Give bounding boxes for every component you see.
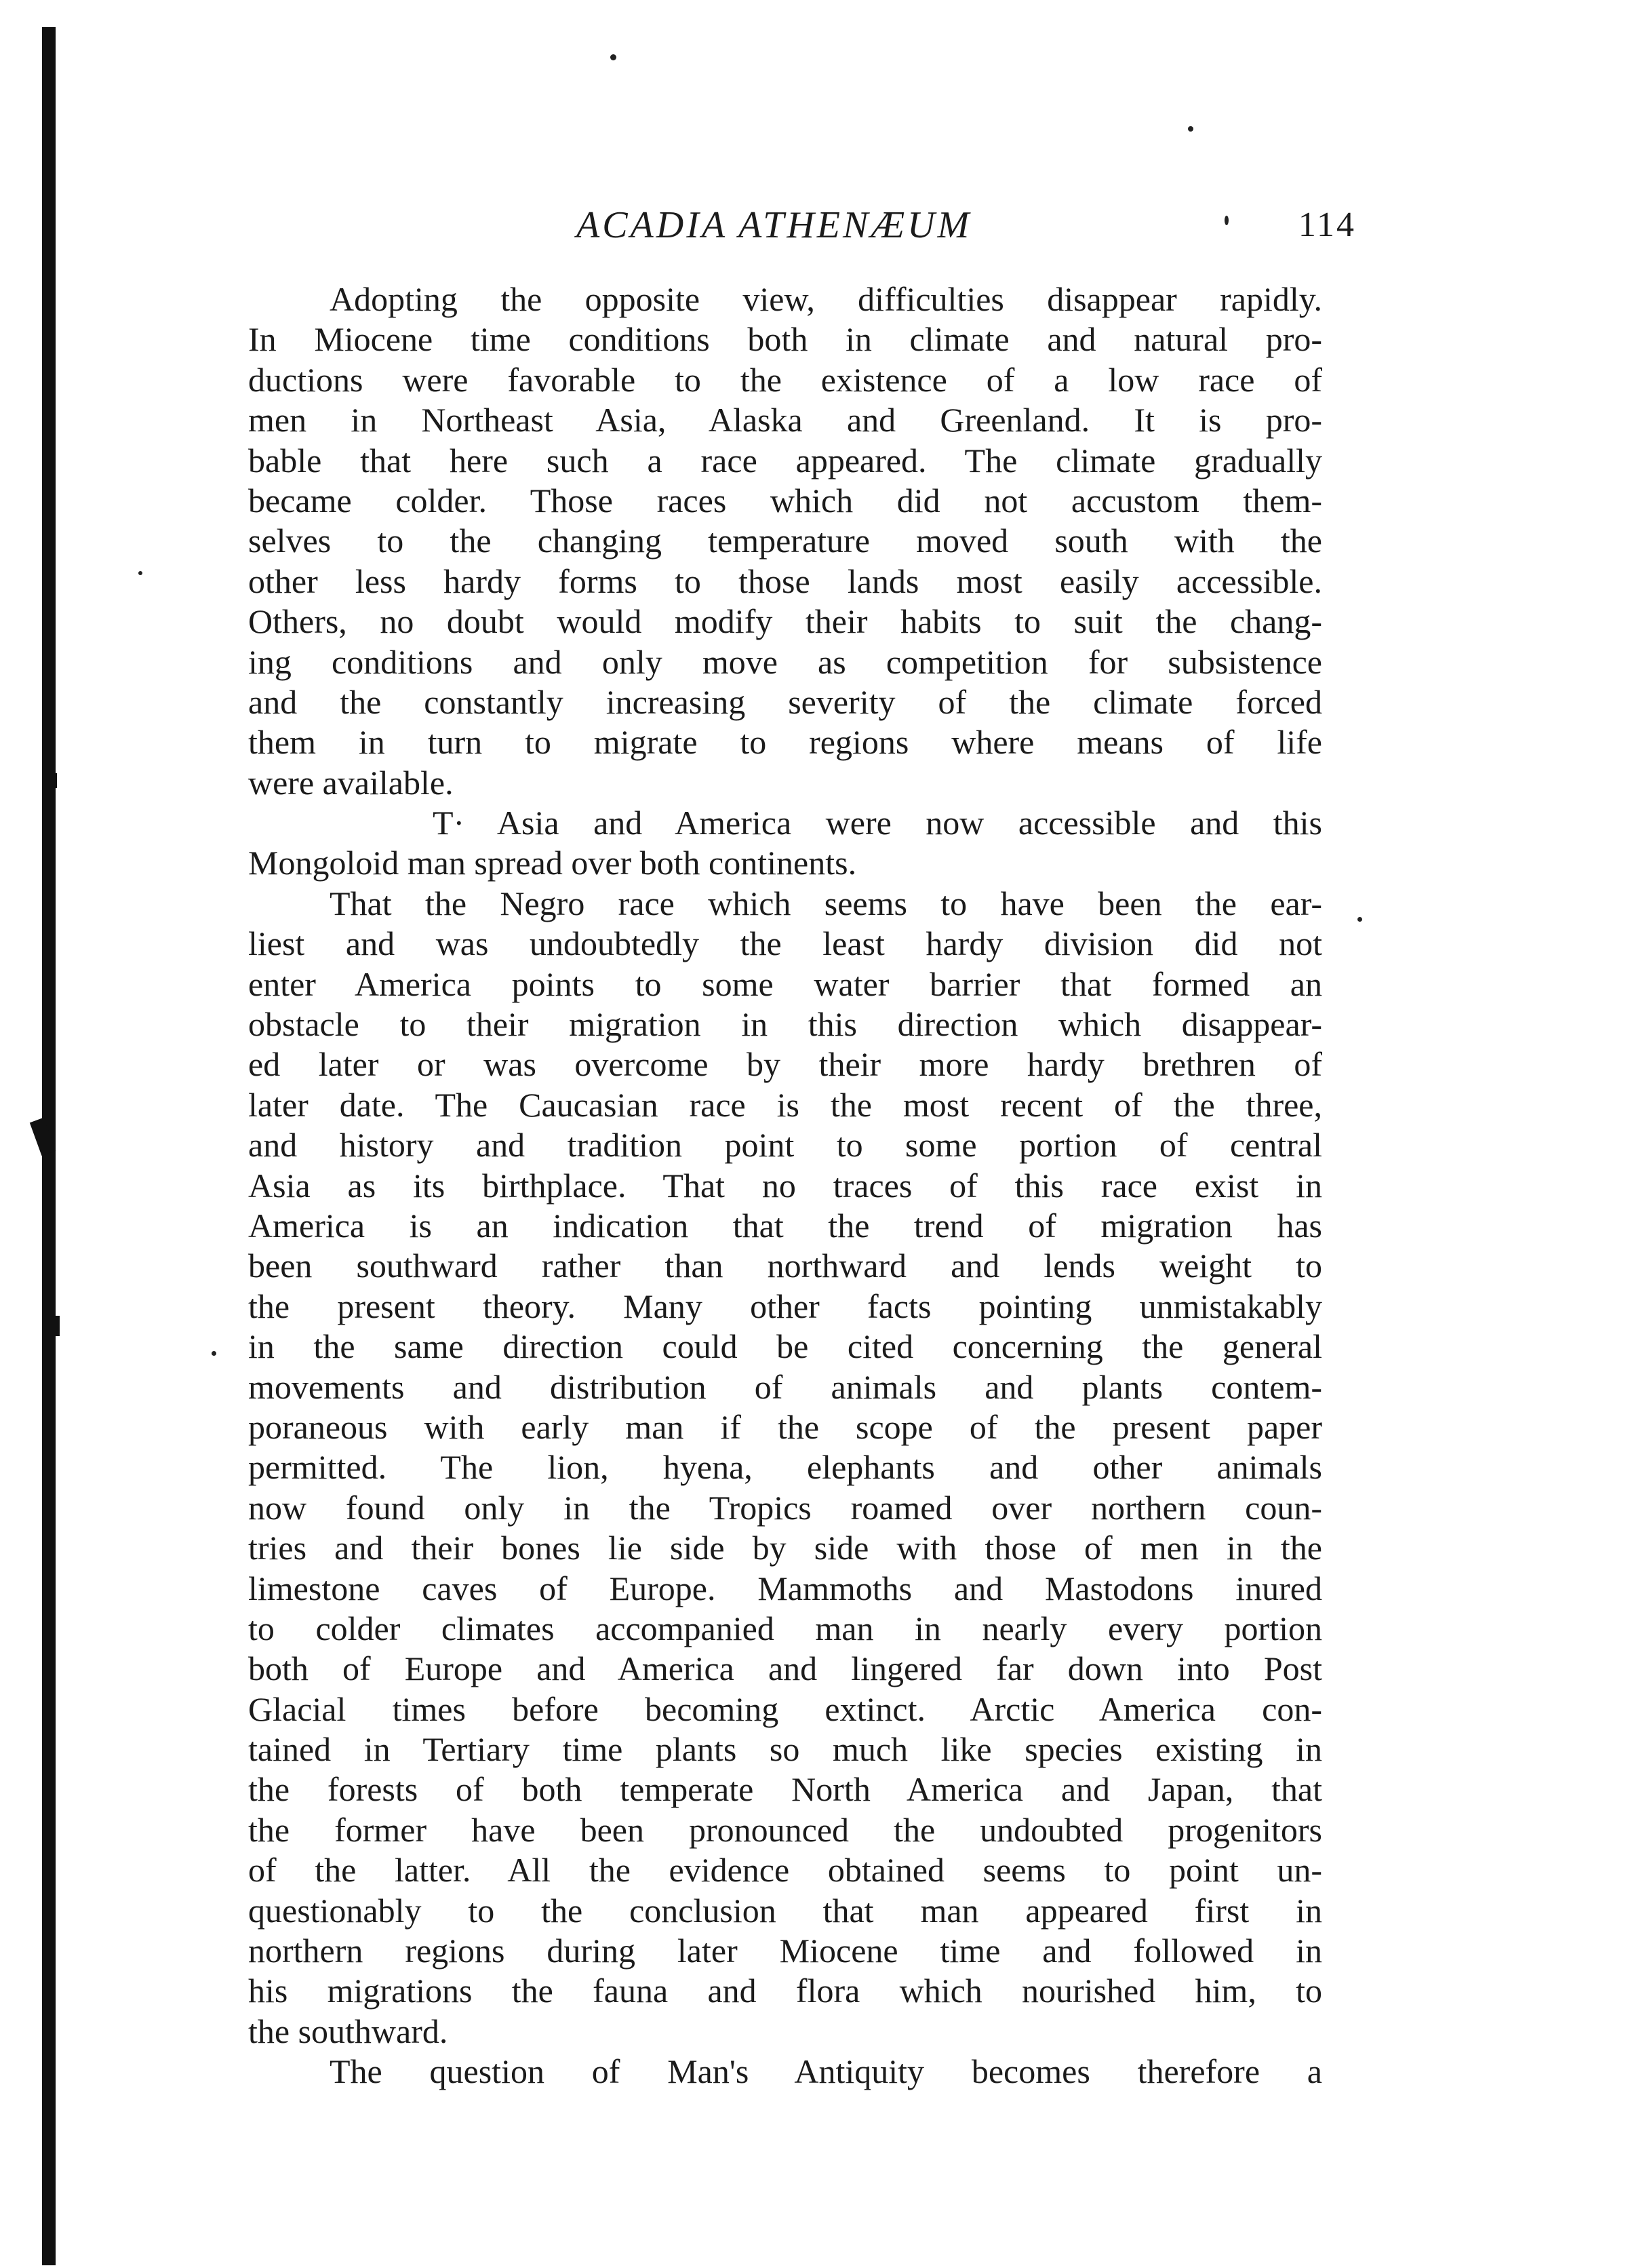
text-line: bable that here such a race appeared. The climate gradually: [248, 441, 1322, 480]
text-line: the southward.: [248, 2012, 448, 2050]
text-line: ing conditions and only move as competition for subsistence: [248, 642, 1322, 681]
text-line: That the Negro race which seems to have been the ear-: [330, 884, 1322, 922]
text-line: The question of Man's Antiquity becomes therefore a: [330, 2052, 1322, 2091]
text-line: northern regions during later Miocene time and followed in: [248, 1932, 1322, 1970]
text-line: In Miocene time conditions both in climate and natural pro-: [248, 320, 1322, 359]
text-line: became colder. Those races which did not accustom them-: [248, 481, 1322, 520]
text-line: the former have been pronounced the undoubted progenitors: [248, 1810, 1322, 1849]
text-line: were available.: [248, 763, 454, 802]
text-line: America is an indication that the trend of migration has: [248, 1206, 1322, 1245]
text-line: permitted. The lion, hyena, elephants and other animals: [248, 1448, 1322, 1487]
text-line: enter America points to some water barrier that formed an: [248, 964, 1322, 1003]
text-line: and the constantly increasing severity of the climate forced: [248, 682, 1322, 721]
text-line: now found only in the Tropics roamed over northern coun-: [248, 1488, 1322, 1527]
print-speck: [1357, 917, 1362, 922]
text-line: and history and tradition point to some portion of central: [248, 1126, 1322, 1165]
text-line: been southward rather than northward and lends weight to: [248, 1247, 1322, 1285]
print-speck: [610, 54, 616, 60]
text-line: Asia as its birthplace. That no traces of this race exist in: [248, 1166, 1322, 1205]
text-line: T· Asia and America were now accessible and this: [433, 804, 1322, 842]
journal-title: ACADIA ATHENÆUM: [576, 204, 972, 246]
print-speck: [1188, 126, 1193, 132]
text-line: Glacial times before becoming extinct. Arctic America con-: [248, 1689, 1322, 1728]
text-line: ductions were favorable to the existence of a low race of: [248, 360, 1322, 399]
text-line: the forests of both temperate North America and Japan, that: [248, 1770, 1322, 1809]
text-line: men in Northeast Asia, Alaska and Greenland. It is pro-: [248, 401, 1322, 439]
text-line: Mongoloid man spread over both continents.: [248, 844, 857, 882]
body-text: [248, 279, 1322, 2092]
text-line: later date. The Caucasian race is the most recent of the three,: [248, 1085, 1322, 1124]
text-line: tained in Tertiary time plants so much like species existing in: [248, 1730, 1322, 1769]
text-line: his migrations the fauna and flora which nourished him, to: [248, 1972, 1322, 2010]
text-line: movements and distribution of animals and plants contem-: [248, 1367, 1322, 1406]
text-line: limestone caves of Europe. Mammoths and Mastodons inured: [248, 1569, 1322, 1607]
running-head: [244, 198, 1356, 252]
text-line: liest and was undoubtedly the least hardy division did not: [248, 924, 1322, 963]
binding-notch: [45, 773, 57, 788]
text-line: Others, no doubt would modify their habits to suit the chang-: [248, 602, 1322, 641]
print-speck: [138, 571, 142, 575]
text-line: other less hardy forms to those lands most easily accessible.: [248, 562, 1322, 600]
text-line: both of Europe and America and lingered far down into Post: [248, 1649, 1322, 1688]
text-line: obstacle to their migration in this direction which disappear-: [248, 1005, 1322, 1044]
text-line: them in turn to migrate to regions where means of life: [248, 723, 1322, 762]
text-line: in the same direction could be cited concerning the general: [248, 1327, 1322, 1366]
text-line: tries and their bones lie side by side with those of men in the: [248, 1529, 1322, 1567]
print-speck: [212, 1351, 216, 1356]
binding-notch: [45, 1316, 60, 1336]
text-line: poraneous with early man if the scope of the present paper: [248, 1407, 1322, 1446]
text-line: Adopting the opposite view, difficulties disappear rapidly.: [330, 280, 1322, 318]
text-line: questionably to the conclusion that man appeared first in: [248, 1891, 1322, 1930]
text-line: ed later or was overcome by their more hardy brethren of: [248, 1045, 1322, 1084]
text-line: to colder climates accompanied man in nearly every portion: [248, 1609, 1322, 1647]
page-number: 114: [1298, 206, 1356, 244]
text-line: of the latter. All the evidence obtained seems to point un-: [248, 1851, 1322, 1890]
text-line: selves to the changing temperature moved south with the: [248, 522, 1322, 560]
text-line: the present theory. Many other facts pointing unmistakably: [248, 1287, 1322, 1325]
